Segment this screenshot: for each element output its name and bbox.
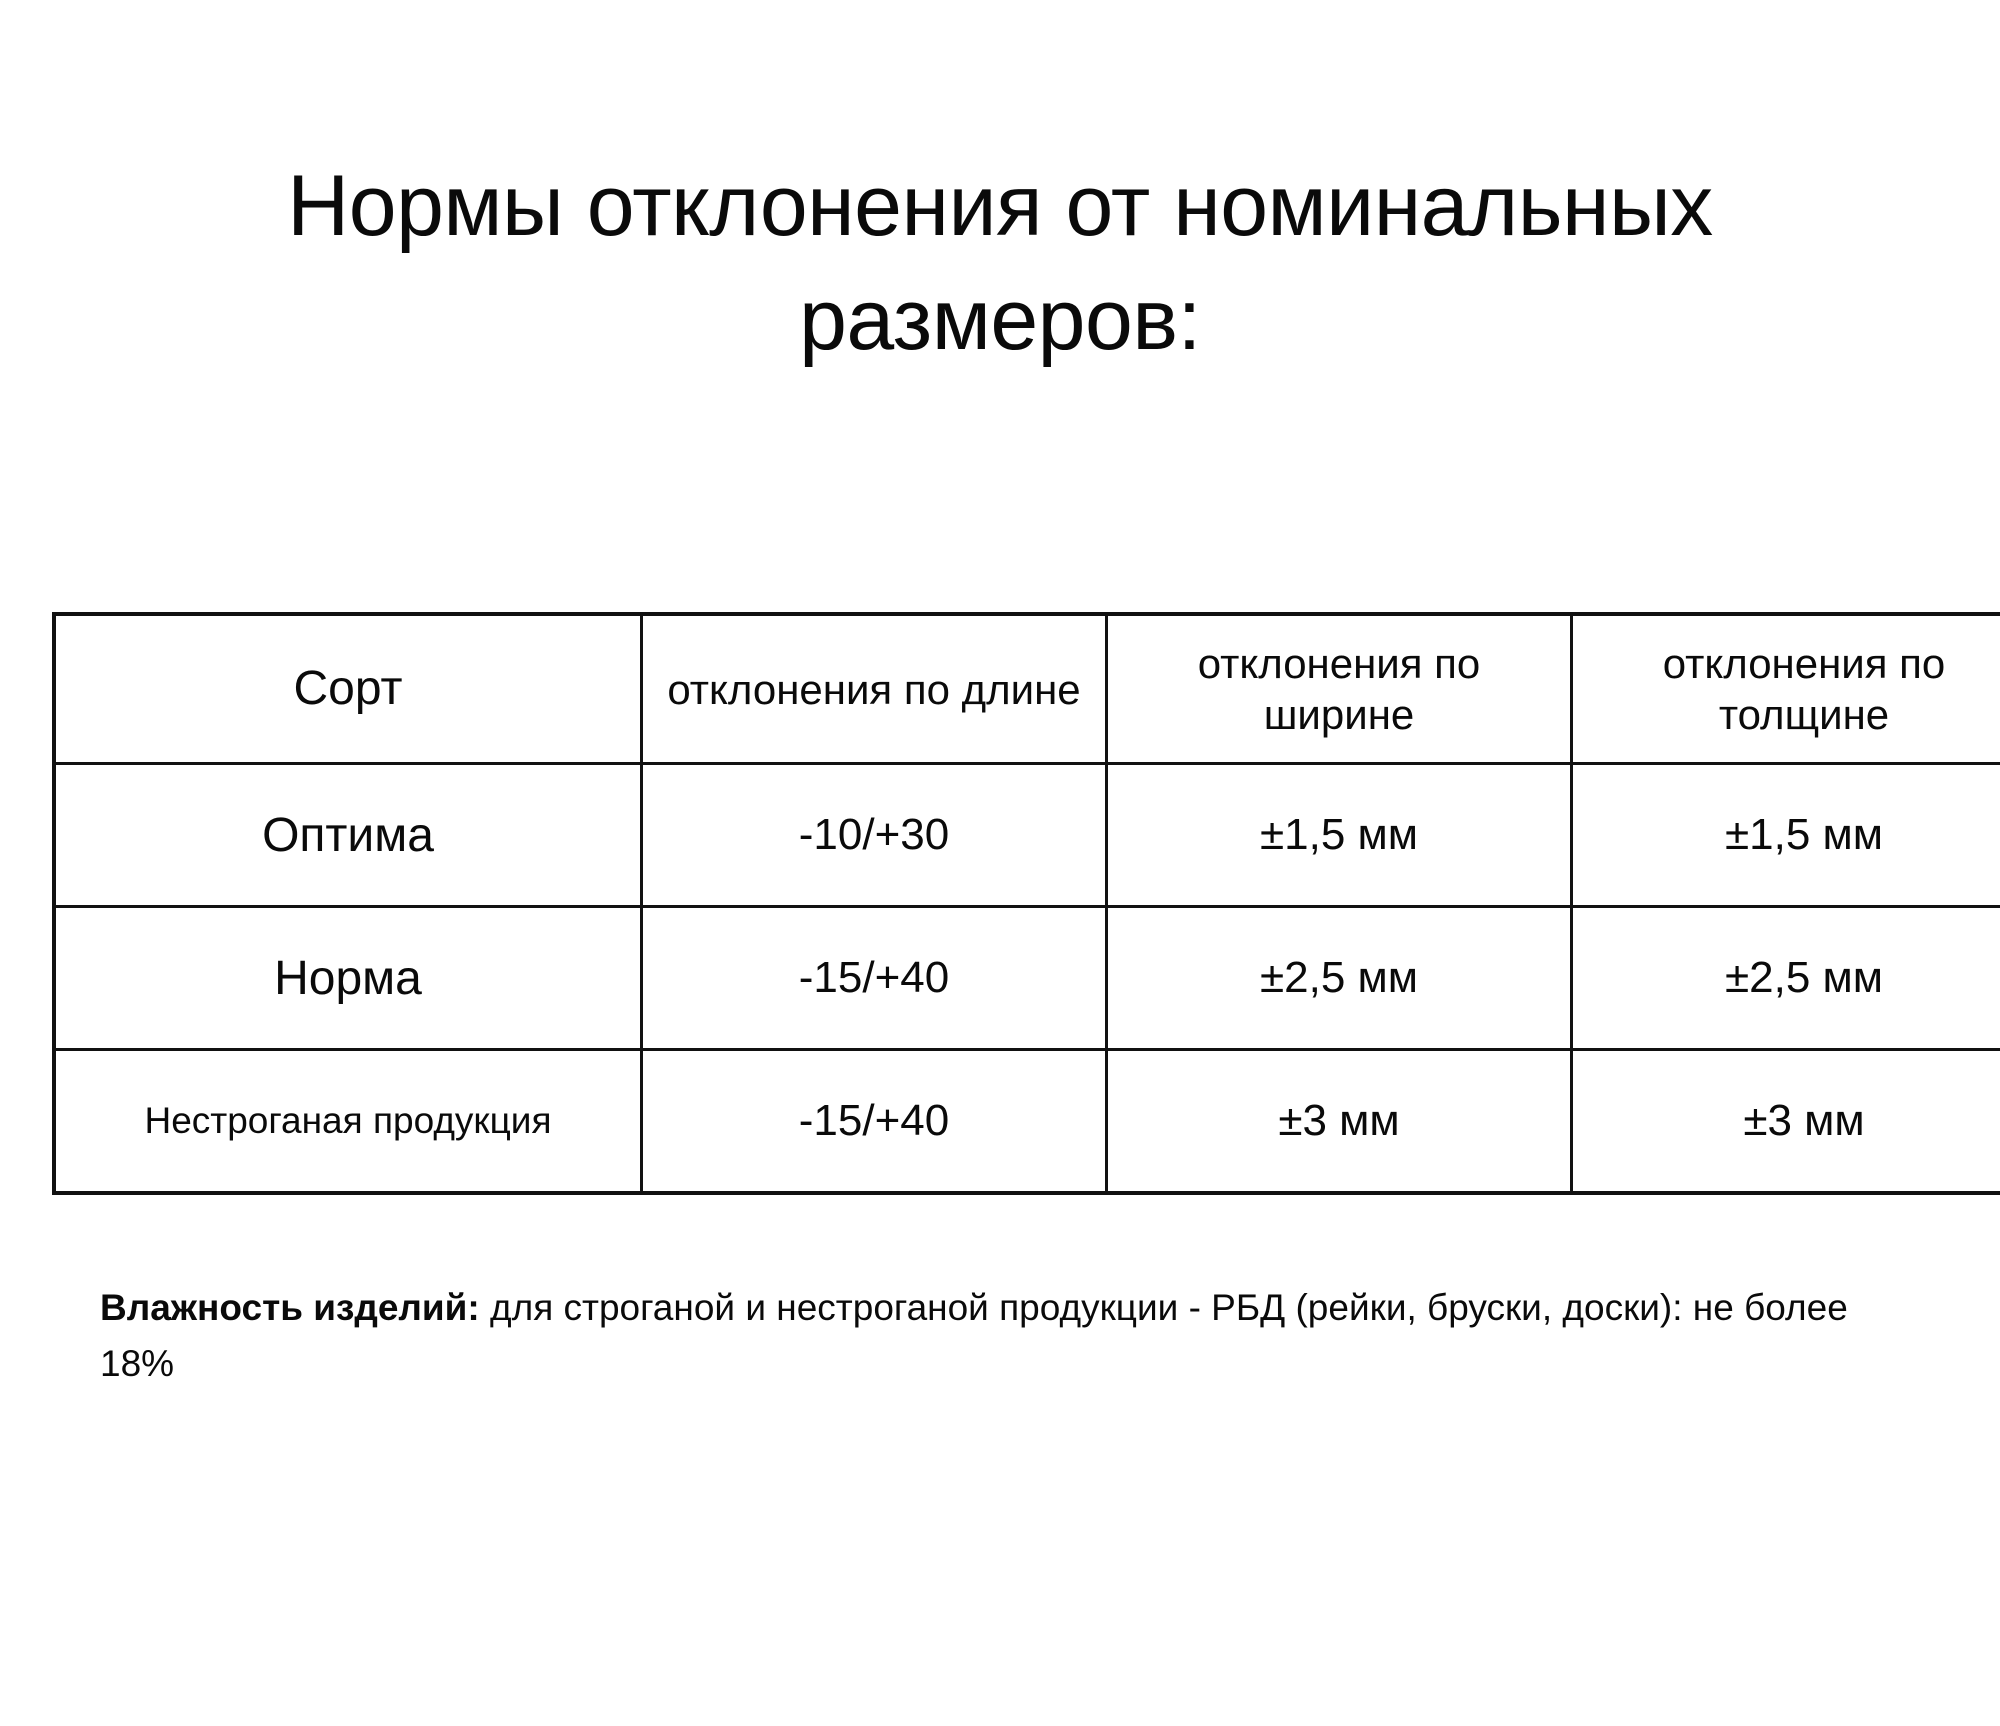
header-cell-width: отклонения по ширине xyxy=(1107,614,1572,764)
cell-width: ±3 мм xyxy=(1107,1050,1572,1194)
table-row xyxy=(54,764,2000,907)
page-title: Нормы отклонения от номинальных размеров: xyxy=(287,158,1713,368)
cell-length: -15/+40 xyxy=(642,1050,1107,1194)
header-cell-length: отклонения по длине xyxy=(642,614,1107,764)
footnote-text: для строганой и нестроганой продукции - РБД (рейки, бруски, доски): не более 18% xyxy=(100,1287,1848,1384)
moisture-footnote xyxy=(100,1280,1900,1391)
cell-width: ±2,5 мм xyxy=(1107,907,1572,1050)
specs-table-container xyxy=(52,612,1946,1195)
table-header-row xyxy=(54,614,2000,764)
cell-grade: Нестроганая продукция xyxy=(54,1050,642,1194)
cell-length: -10/+30 xyxy=(642,764,1107,907)
header-cell-grade: Сорт xyxy=(54,614,642,764)
table-row xyxy=(54,907,2000,1050)
cell-thickness: ±1,5 мм xyxy=(1572,764,2000,907)
cell-grade: Норма xyxy=(54,907,642,1050)
deviation-norms-table xyxy=(52,612,2000,1195)
cell-grade: Оптима xyxy=(54,764,642,907)
cell-thickness: ±3 мм xyxy=(1572,1050,2000,1194)
cell-width: ±1,5 мм xyxy=(1107,764,1572,907)
footnote-label: Влажность изделий: xyxy=(100,1287,480,1328)
cell-length: -15/+40 xyxy=(642,907,1107,1050)
table-row xyxy=(54,1050,2000,1194)
cell-thickness: ±2,5 мм xyxy=(1572,907,2000,1050)
header-cell-thickness: отклонения по толщине xyxy=(1572,614,2000,764)
